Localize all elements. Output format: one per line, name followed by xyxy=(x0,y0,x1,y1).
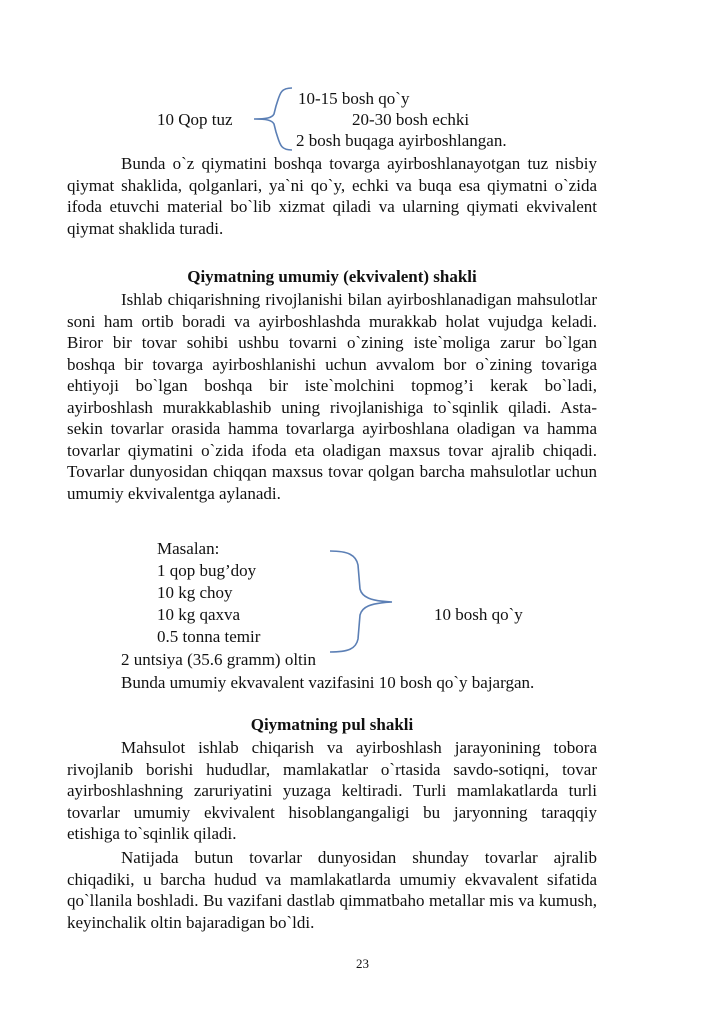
paragraph-2: Ishlab chiqarishning rivojlanishi bilan ayirboshlanadigan mahsulotlar soni ham ortib boradi va ayirboshlashda murakkab holat vujudga keladi. Biror bir tovar sohibi ushbu tovarni o`zining iste`moliga zarur bo`lgan boshqa bir tovarga ayirboshlanishi uchun avvalom bor o`zining tovariga ehtiyoji bo`lgan boshqa bir iste`molchini topmog’i kerak bo`ladi, ayirboshlash murakkablashib uning rivojlanishiga to`sqinlik qiladi. Asta-sekin tovarlar orasida hamma tovarlarga ayirboshlana oladigan va hamma tovarlar qiymatini o`zida ifoda eta oladigan maxsus tovar ajralib chiqadi. Tovarlar dunyosidan chiqqan maxsus tovar qolgan barcha mahsulotlar uchun umumiy ekvivalentga aylanadi. xyxy=(67,290,597,503)
page-number: 23 xyxy=(356,956,369,971)
exchange1-right-2: 20-30 bosh echki xyxy=(352,110,470,129)
exchange1-left: 10 Qop tuz xyxy=(157,110,233,129)
exchange1-right-3: 2 bosh buqaga ayirboshlangan. xyxy=(296,131,507,150)
heading-money-form: Qiymatning pul shakli xyxy=(250,715,414,734)
example-item-3: 10 kg qaxva xyxy=(157,605,241,624)
example-conclusion: Bunda umumiy ekvavalent vazifasini 10 bosh qo`y bajargan. xyxy=(121,673,535,692)
example-item-4: 0.5 tonna temir xyxy=(157,627,261,646)
example-item-1: 1 qop bug’doy xyxy=(157,561,257,580)
paragraph-1: Bunda o`z qiymatini boshqa tovarga ayirboshlanayotgan tuz nisbiy qiymat shaklida, qolganlari, ya`ni qo`y, echki va buqa esa qiymatni o`zida ifoda etuvchi material bo`lib xizmat qiladi va ularning qiymati ekvivalent qiymat shaklida turadi. xyxy=(67,154,597,238)
example-item-5: 2 untsiya (35.6 gramm) oltin xyxy=(121,650,317,669)
example-item-2: 10 kg choy xyxy=(157,583,233,602)
brace-icon xyxy=(250,84,295,154)
brace-icon xyxy=(326,545,396,657)
example-label: Masalan: xyxy=(157,539,220,558)
exchange1-right-1: 10-15 bosh qo`y xyxy=(298,89,410,108)
paragraph-4: Natijada butun tovarlar dunyosidan shunday tovarlar ajralib chiqadiki, u barcha hudud va mamlakatlarda umumiy ekvavalent sifatida qo`llanila boshladi. Bu vazifani dastlab qimmatbaho metallar mis va kumush, keyinchalik oltin bajaradigan bo`ldi. xyxy=(67,848,597,932)
paragraph-3: Mahsulot ishlab chiqarish va ayirboshlash jarayonining tobora rivojlanib borishi hududlar, mamlakatlar o`rtasida savdo-sotiqni, tovar ayirboshlashning zaruriyatini yuzaga keltiradi. Turli mamlakatlarda turli tovarlar umumiy ekvivalent hisoblangangaligi bu jaryonning taraqqiy etishiga to`sqinlik qiladi. xyxy=(67,738,597,843)
heading-general-form: Qiymatning umumiy (ekvivalent) shakli xyxy=(187,267,477,286)
example-equivalent: 10 bosh qo`y xyxy=(434,605,523,624)
